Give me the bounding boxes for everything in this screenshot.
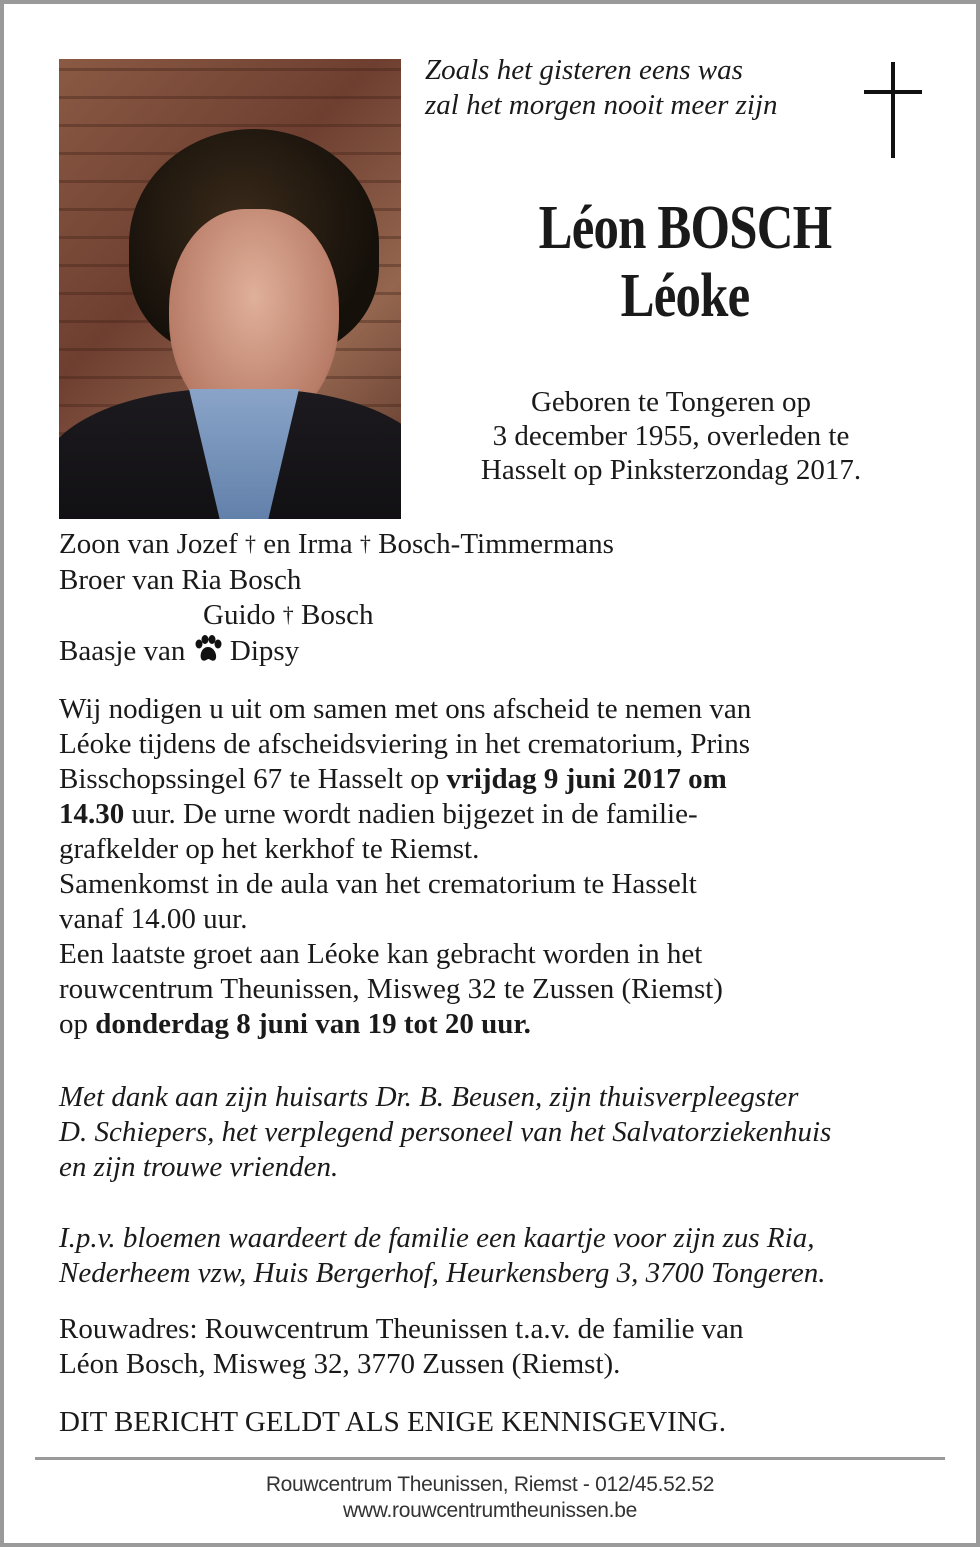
- text: Guido: [203, 599, 276, 631]
- text: op: [59, 1008, 96, 1040]
- dagger-icon: †: [282, 602, 294, 627]
- text: Bosch-Timmermans: [378, 528, 614, 560]
- family-section: [59, 527, 614, 669]
- dagger-icon: †: [359, 531, 371, 556]
- visitation-time: donderdag 8 juni van 19 tot 20 uur.: [95, 1008, 531, 1040]
- cross-icon: [864, 62, 922, 158]
- text: grafkelder op het kerkhof te Riemst.: [59, 833, 480, 865]
- text: vanaf 14.00 uur.: [59, 903, 248, 935]
- text: Met dank aan zijn huisarts Dr. B. Beusen, zijn thuisverpleegster: [59, 1081, 799, 1113]
- portrait-photo: [59, 59, 401, 519]
- birth-line: 3 december 1955, overleden te: [492, 420, 850, 452]
- divider: [35, 1457, 945, 1460]
- text: Léon Bosch, Misweg 32, 3770 Zussen (Riemst).: [59, 1348, 621, 1380]
- funeral-home-contact: Rouwcentrum Theunissen, Riemst - 012/45.52.52: [265, 1473, 715, 1496]
- invitation-paragraph: [59, 692, 751, 1042]
- notice: DIT BERICHT GELDT ALS ENIGE KENNISGEVING.: [59, 1406, 726, 1438]
- nickname: Léoke: [620, 262, 750, 330]
- website-link[interactable]: www.rouwcentrumtheunissen.be: [343, 1499, 637, 1522]
- mourning-address: [59, 1312, 744, 1382]
- ceremony-time: 14.30: [59, 798, 125, 830]
- text: Bosch: [301, 599, 374, 631]
- quote-line: zal het morgen nooit meer zijn: [425, 89, 778, 121]
- text: Bisschopssingel 67 te Hasselt op: [59, 763, 447, 795]
- text: Wij nodigen u uit om samen met ons afscheid te nemen van: [59, 693, 752, 725]
- paw-icon: [193, 635, 223, 663]
- text: I.p.v. bloemen waardeert de familie een kaartje voor zijn zus Ria,: [59, 1222, 815, 1254]
- text: Nederheem vzw, Huis Bergerhof, Heurkensberg 3, 3700 Tongeren.: [59, 1257, 826, 1289]
- birth-line: Geboren te Tongeren op: [530, 386, 812, 418]
- birth-death-info: [430, 385, 912, 487]
- thanks-paragraph: [59, 1080, 831, 1185]
- dagger-icon: †: [245, 531, 257, 556]
- text: Dipsy: [229, 635, 300, 667]
- quote-line: Zoals het gisteren eens was: [425, 54, 743, 86]
- text: Rouwadres: Rouwcentrum Theunissen t.a.v. de familie van: [59, 1313, 744, 1345]
- text: Samenkomst in de aula van het crematorium te Hasselt: [59, 868, 697, 900]
- flowers-paragraph: [59, 1221, 826, 1291]
- text: en zijn trouwe vrienden.: [59, 1151, 339, 1183]
- memorial-quote: [425, 53, 778, 123]
- text: D. Schiepers, het verplegend personeel van het Salvatorziekenhuis: [59, 1116, 832, 1148]
- ceremony-date: vrijdag 9 juni 2017 om: [446, 763, 727, 795]
- text: Léoke tijdens de afscheidsviering in het crematorium, Prins: [59, 728, 750, 760]
- text: uur. De urne wordt nadien bijgezet in de familie-: [124, 798, 698, 830]
- text: Baasje van: [59, 635, 186, 667]
- text: en Irma: [263, 528, 353, 560]
- full-name: Léon BOSCH: [538, 194, 832, 262]
- footer: [0, 1472, 980, 1524]
- deceased-name: [509, 194, 862, 330]
- text: Broer van Ria Bosch: [59, 564, 302, 596]
- birth-line: Hasselt op Pinksterzondag 2017.: [480, 454, 862, 486]
- text: Zoon van Jozef: [59, 528, 238, 560]
- text: rouwcentrum Theunissen, Misweg 32 te Zussen (Riemst): [59, 973, 723, 1005]
- text: Een laatste groet aan Léoke kan gebracht worden in het: [59, 938, 703, 970]
